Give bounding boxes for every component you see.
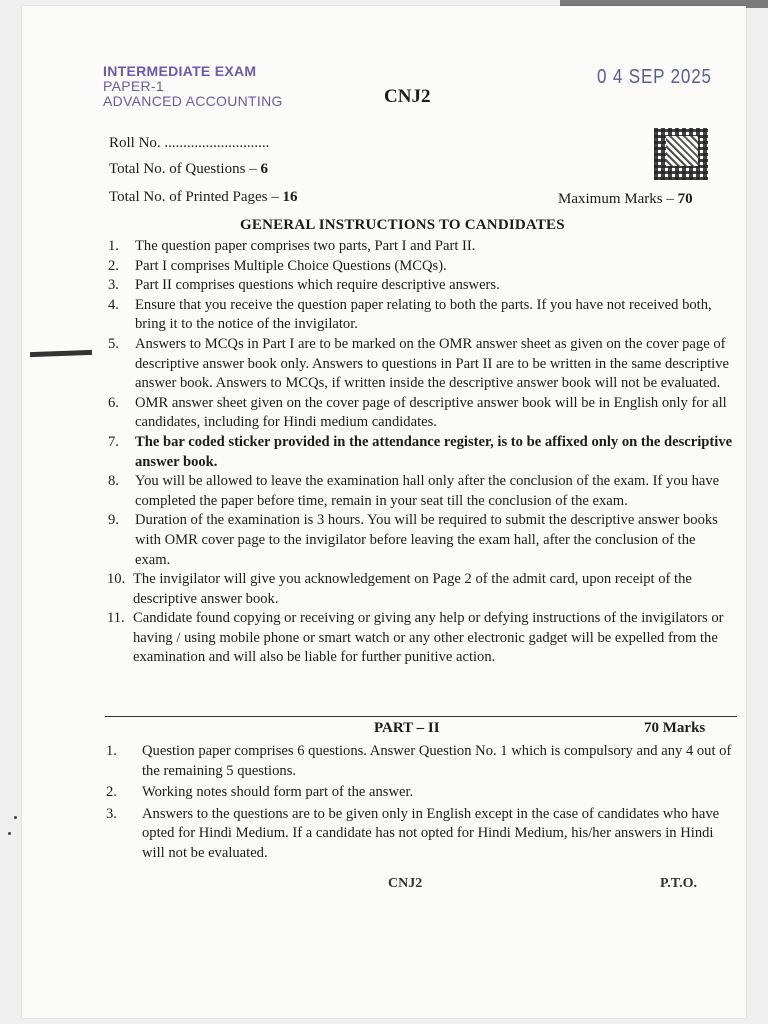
maximum-marks-value: 70 [677,191,693,207]
part-two-item-text: Working notes should form part of the answer. [142,784,414,801]
section-divider [105,716,737,717]
instruction-number: 7. [108,433,119,450]
total-questions [109,161,268,178]
general-instructions-list [108,237,734,668]
maximum-marks [558,191,693,208]
date-stamp: 0 4 SEP 2025 [597,66,712,88]
instruction-text: Answers to MCQs in Part I are to be marked on the OMR answer sheet as given on the cover page of descriptive answer book only. Answers to questions in Part II are to be written in the same descriptive answer book. Answers to MCQs, if written inside the descriptive answer book will not be evaluated. [135,335,730,392]
instruction-text: Part II comprises questions which require descriptive answers. [135,277,500,294]
instruction-item [108,472,734,511]
instruction-text: The invigilator will give you acknowledgement on Page 2 of the admit card, upon receipt of the descriptive answer book. [133,571,692,607]
qr-code-icon [654,128,708,180]
instruction-number: 9. [108,512,119,529]
instruction-number: 5. [108,335,119,352]
part-two-item-number: 1. [106,743,117,759]
instruction-number: 2. [108,257,119,274]
instruction-text: Ensure that you receive the question paper relating to both the parts. If you have not received both, bring it to the notice of the invigilator. [135,296,712,333]
part-two-item [106,805,734,864]
footer-paper-code: CNJ2 [388,876,423,891]
instruction-item [108,276,734,296]
instruction-item [108,296,734,335]
instruction-number: 11. [107,610,125,627]
instruction-number: 8. [108,473,119,490]
instruction-number: 10. [107,571,126,588]
general-instructions-heading: GENERAL INSTRUCTIONS TO CANDIDATES [240,217,565,233]
instruction-item [108,394,734,433]
instruction-text: Candidate found copying or receiving or giving any help or defying instructions of the invigilators or having / using mobile phone or smart watch or any other electronic gadget will be expelled from the examination and will also be liable for further punitive action. [133,610,724,666]
part-two-item [106,783,734,803]
instruction-text: OMR answer sheet given on the cover page of descriptive answer book will be in English only for all candidates, including for Hindi medium candidates. [135,394,727,431]
instruction-number: 4. [108,296,119,313]
roll-number-field: Roll No. ............................ [109,135,270,151]
part-two-item-number: 3. [106,805,117,822]
stamp-subject: ADVANCED ACCOUNTING [103,93,283,109]
total-questions-label: Total No. of Questions – [109,161,261,177]
scan-speck [8,832,11,835]
instruction-text: Part I comprises Multiple Choice Questions (MCQs). [135,257,447,274]
part-two-heading: PART – II [374,720,440,736]
instruction-number: 3. [108,277,119,294]
instruction-item [108,511,734,570]
stamp-paper-number: PAPER-1 [103,78,164,94]
total-pages [109,189,298,206]
instruction-text: You will be allowed to leave the examination hall only after the conclusion of the exam. If you have completed the paper before time, remain in your seat till the conclusion of the exam. [135,473,720,509]
scan-speck [14,816,17,819]
instruction-item [108,257,734,277]
instruction-item [108,609,734,668]
part-two-item [106,742,734,781]
footer-pto: P.T.O. [660,876,697,891]
part-two-item-number: 2. [106,784,117,801]
total-pages-value: 16 [282,189,298,205]
total-pages-label: Total No. of Printed Pages – [109,189,283,205]
part-two-item-text: Question paper comprises 6 questions. Answer Question No. 1 which is compulsory and any 4 out of the remaining 5 questions. [142,743,732,779]
exam-stamp [103,64,283,109]
instruction-item [108,433,734,472]
instruction-number: 1. [108,238,119,254]
maximum-marks-label: Maximum Marks – [558,191,678,207]
instruction-text: Duration of the examination is 3 hours. You will be required to submit the descriptive answer books with OMR cover page to the invigilator before leaving the exam hall, after the conclusion of the exam. [135,512,718,568]
instruction-text: The question paper comprises two parts, Part I and Part II. [135,238,476,254]
paper-code: CNJ2 [384,86,431,107]
part-two-marks: 70 Marks [644,720,706,736]
instruction-item [108,237,734,257]
instruction-text: The bar coded sticker provided in the attendance register, is to be affixed only on the descriptive answer book. [135,433,733,470]
part-two-item-text: Answers to the questions are to be given only in English except in the case of candidates who have opted for Hindi Medium. If a candidate has not opted for Hindi Medium, his/her answers in Hindi will not be evaluated. [142,805,720,861]
part-two-instructions-list [106,742,734,866]
stamp-exam-level: INTERMEDIATE EXAM [103,63,257,79]
instruction-item [108,570,734,609]
total-questions-value: 6 [260,161,268,177]
instruction-item [108,335,734,394]
instruction-number: 6. [108,394,119,411]
